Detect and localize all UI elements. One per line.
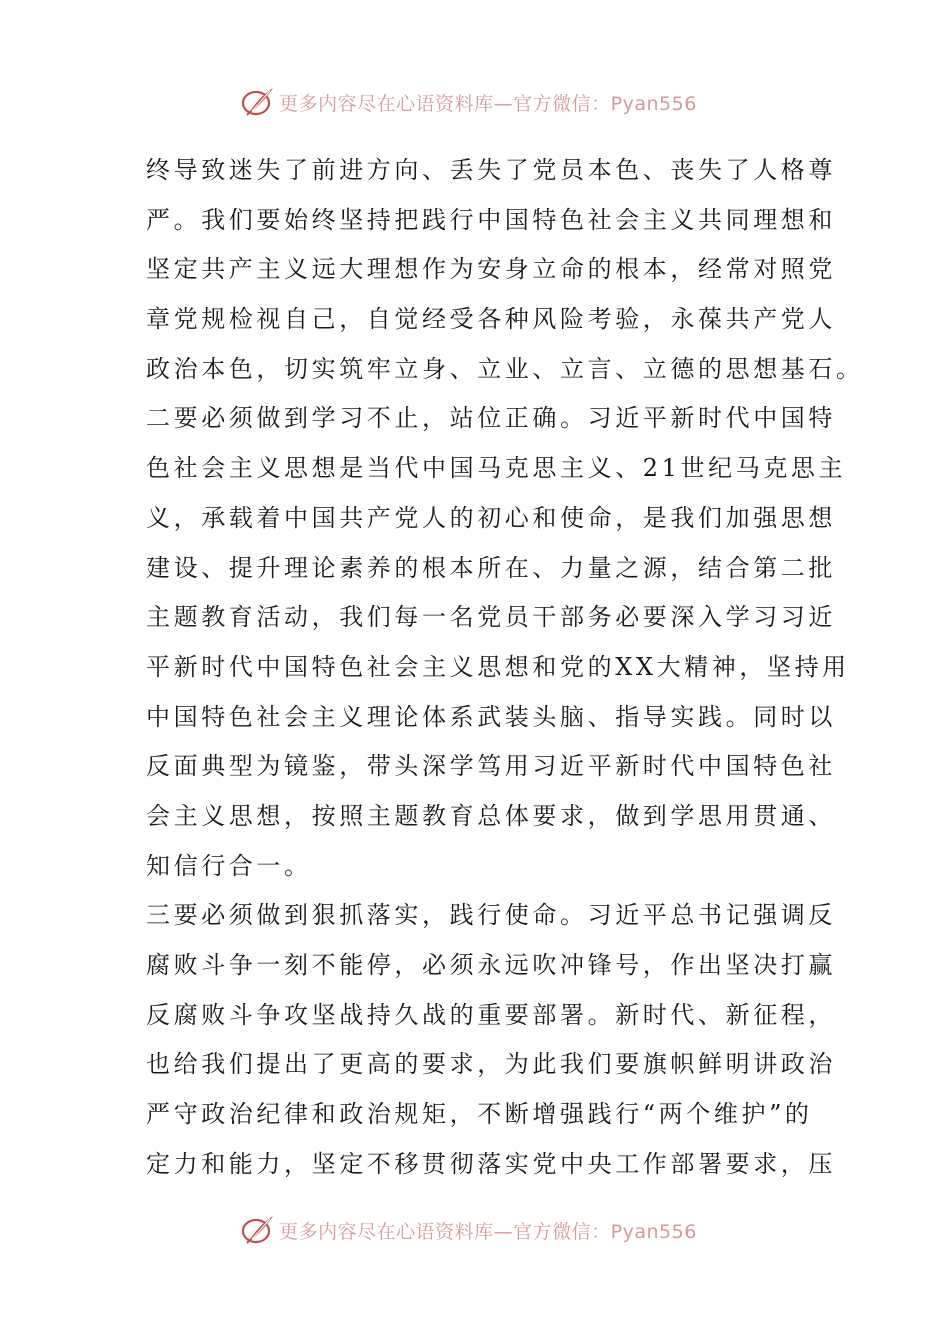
feather-pen-logo-icon xyxy=(241,85,275,119)
text-line: 终导致迷失了前进方向、丢失了党员本色、丧失了人格尊 xyxy=(146,156,836,184)
text-line: 反腐败斗争攻坚战持久战的重要部署。新时代、新征程， xyxy=(146,1000,836,1029)
header-banner-text: 更多内容尽在心语资料库—官方微信：Pyan556 xyxy=(279,92,697,115)
text-line: 政治本色，切实筑牢立身、立业、立言、立德的思想基石。 xyxy=(146,354,864,383)
footer-banner-inner xyxy=(241,1213,697,1247)
header-banner xyxy=(0,82,950,122)
text-line: 严守政治纪律和政治规矩，不断增强践行“两个维护”的 xyxy=(146,1100,813,1129)
text-line: 三要必须做到狠抓落实，践行使命。习近平总书记强调反 xyxy=(146,901,836,930)
header-banner-inner xyxy=(241,85,697,119)
text-line: 主题教育活动，我们每一名党员干部务必要深入学习习近 xyxy=(146,603,836,632)
footer-banner-text: 更多内容尽在心语资料库—官方微信：Pyan556 xyxy=(279,1220,697,1243)
footer-banner xyxy=(0,1210,950,1250)
text-line: 建设、提升理论素养的根本所在、力量之源，结合第二批 xyxy=(146,553,836,582)
text-line: 也给我们提出了更高的要求，为此我们要旗帜鲜明讲政治 xyxy=(146,1050,836,1079)
text-line: 定力和能力，坚定不移贯彻落实党中央工作部署要求，压 xyxy=(146,1149,836,1178)
text-line: 平新时代中国特色社会主义思想和党的XX大精神，坚持用 xyxy=(146,652,850,681)
text-line: 腐败斗争一刻不能停，必须永远吹冲锋号，作出坚决打赢 xyxy=(146,951,836,979)
text-line: 会主义思想，按照主题教育总体要求，做到学思用贯通、 xyxy=(146,801,836,830)
text-line: 义，承载着中国共产党人的初心和使命，是我们加强思想 xyxy=(146,503,836,532)
text-line: 二要必须做到学习不止，站位正确。习近平新时代中国特 xyxy=(146,404,836,433)
text-line: 知信行合一。 xyxy=(146,851,312,880)
document-body xyxy=(146,146,864,1189)
text-line: 中国特色社会主义理论体系武装头脑、指导实践。同时以 xyxy=(146,702,836,731)
text-line: 反面典型为镜鉴，带头深学笃用习近平新时代中国特色社 xyxy=(146,752,836,781)
text-line: 章党规检视自己，自觉经受各种风险考验，永葆共产党人 xyxy=(146,305,836,334)
text-line: 色社会主义思想是当代中国马克思主义、21世纪马克思主 xyxy=(146,454,847,483)
text-line: 坚定共产主义远大理想作为安身立命的根本，经常对照党 xyxy=(146,255,836,284)
feather-pen-logo-icon xyxy=(241,1213,275,1247)
text-line: 严。我们要始终坚持把践行中国特色社会主义共同理想和 xyxy=(146,205,836,234)
